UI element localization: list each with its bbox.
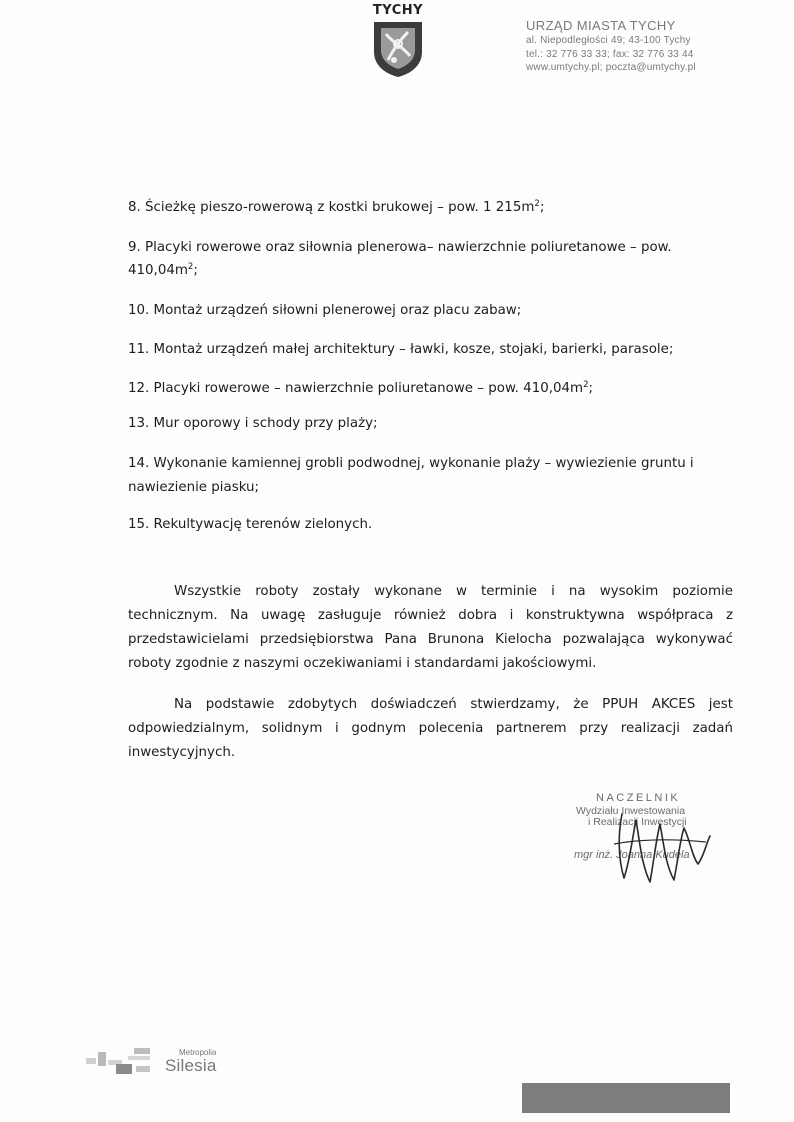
office-web-email: www.umtychy.pl; poczta@umtychy.pl bbox=[526, 62, 696, 73]
coat-of-arms-icon bbox=[372, 20, 424, 78]
stamp-title: NACZELNIK bbox=[596, 792, 681, 804]
office-info bbox=[526, 18, 766, 75]
office-address: al. Niepodległości 49; 43-100 Tychy bbox=[526, 35, 691, 46]
handwritten-signature bbox=[606, 800, 716, 890]
footer-emblem-icon bbox=[84, 1044, 162, 1078]
list-item: 8. Ścieżkę pieszo-rowerową z kostki brukowej – pow. 1 $215m^2$; bbox=[128, 199, 545, 215]
stamp-signatory-name: mgr inż. Joanna Kudela bbox=[574, 849, 690, 861]
scan-gray-bar bbox=[522, 1083, 730, 1113]
paragraph: Wszystkie roboty zostały wykonane w terminie i na wysokim poziomie technicznym. Na uwagę zasługuje również dobra i konstruktywna współpraca z przedstawicielami przedsiębiorstwa Pana Brunona Kielocha pozwalająca wykonywać roboty zgodnie z naszymi oczekiwaniami i standardami jakościowymi. bbox=[128, 584, 733, 671]
list-item: 10. Montaż urządzeń siłowni plenerowej oraz placu zabaw; bbox=[128, 303, 522, 318]
paragraph: Na podstawie zdobytych doświadczeń stwierdzamy, że PPUH AKCES jest odpowiedzialnym, solidnym i godnym polecenia partnerem przy realizacji zadań inwestycyjnych. bbox=[128, 697, 733, 760]
list-item-continuation: nawiezienie piasku; bbox=[128, 480, 260, 495]
list-item: 9. Placyki rowerowe oraz siłownia plenerowa– nawierzchnie poliuretanowe – pow. bbox=[128, 240, 672, 255]
list-item: 13. Mur oporowy i schody przy plaży; bbox=[128, 416, 378, 431]
office-phone-fax: tel.: 32 776 33 33; fax: 32 776 33 44 bbox=[526, 48, 694, 60]
list-item-continuation: $410,04m^2$; bbox=[128, 262, 198, 278]
office-name: URZĄD MIASTA TYCHY bbox=[526, 18, 676, 33]
list-item: 14. Wykonanie kamiennej grobli podwodnej, wykonanie plaży – wywiezienie gruntu i bbox=[128, 456, 694, 471]
stamp-department-line2: i Realizacji Inwestycji bbox=[588, 816, 687, 828]
metro-big-text: Silesia bbox=[165, 1056, 217, 1075]
list-item: 12. Placyki rowerowe – nawierzchnie poliuretanowe – pow. $410,04m^2$; bbox=[128, 380, 594, 396]
list-item: 11. Montaż urządzeń małej architektury – ławki, kosze, stojaki, barierki, parasole; bbox=[128, 342, 674, 357]
city-logo-text: TYCHY bbox=[372, 3, 424, 18]
stamp-department-line1: Wydziału Inwestowania bbox=[576, 805, 686, 817]
city-logo bbox=[366, 4, 430, 82]
metro-small-text: Metropolia bbox=[179, 1048, 217, 1057]
list-item: 15. Rekultywację terenów zielonych. bbox=[128, 517, 373, 532]
